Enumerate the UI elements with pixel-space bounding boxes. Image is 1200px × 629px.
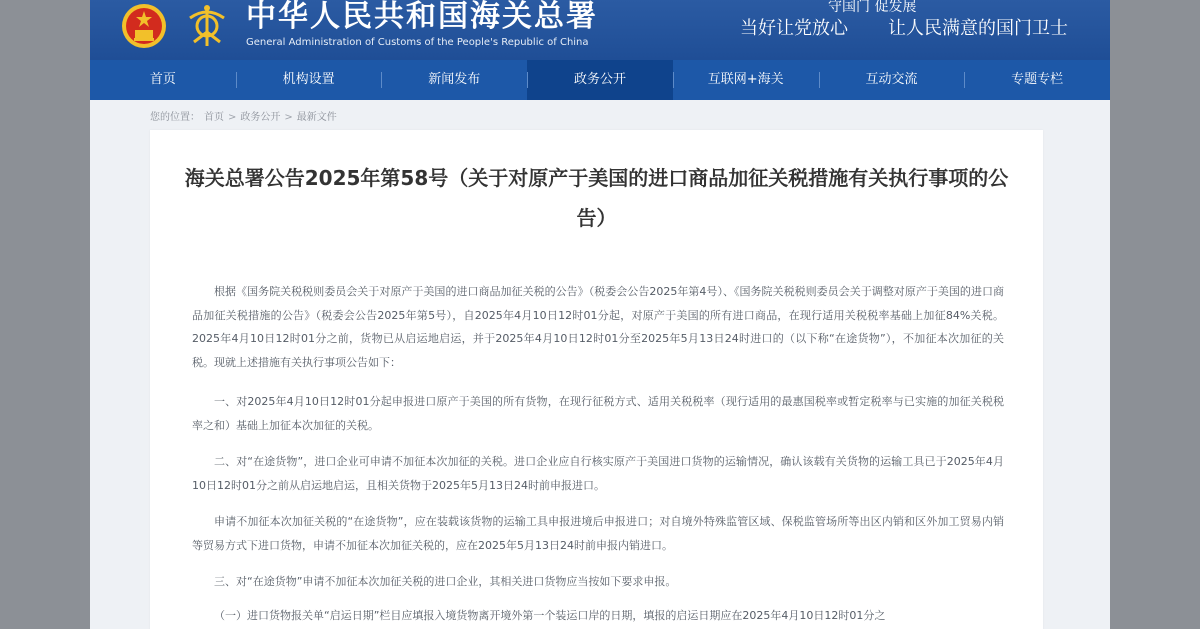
site-title: 中华人民共和国海关总署 bbox=[246, 0, 598, 34]
breadcrumb-link-home[interactable]: 首页 bbox=[204, 112, 224, 123]
breadcrumb bbox=[150, 108, 341, 123]
national-emblem-icon bbox=[120, 2, 168, 50]
customs-logo-icon bbox=[182, 2, 232, 50]
article-paragraph: 三、对“在途货物”申请不加征本次加征关税的进口企业，其相关进口货物应当按如下要求申报。 bbox=[214, 575, 677, 588]
nav-item-internet-customs[interactable]: 互联网+海关 bbox=[673, 60, 819, 100]
main-nav bbox=[90, 60, 1110, 100]
motto-left: 当好让党放心 bbox=[740, 18, 848, 39]
nav-item-topics[interactable]: 专题专栏 bbox=[964, 60, 1110, 100]
article-title: 海关总署公告2025年第58号（关于对原产于美国的进口商品加征关税措施有关执行事项的公告） bbox=[184, 166, 1009, 230]
browser-page bbox=[90, 0, 1110, 629]
article-paragraph: 一、对2025年4月10日12时01分起申报进口原产于美国的所有货物，在现行征税方式、适用关税税率（现行适用的最惠国税率或暂定税率与已实施的加征关税税率之和）基础上加征本次加征的关税。 bbox=[192, 395, 1004, 432]
nav-item-news[interactable]: 新闻发布 bbox=[381, 60, 527, 100]
breadcrumb-prefix: 您的位置： bbox=[150, 112, 200, 123]
article-paragraph: 根据《国务院关税税则委员会关于对原产于美国的进口商品加征关税的公告》（税委会公告2025年第4号）、《国务院关税税则委员会关于调整对原产于美国的进口商品加征关税措施的公告》（税委会公告2025年第5号），自2025年4月10日12时01分起，对原产于美国的所有进口商品，在现行适用关税税率基础上加征84%关税。2025年4月10日12时01分之前，货物已从启运地启运，并于2025年4月10日12时01分至2025年5月13日24时进口的（以下称“在途货物”），不加征本次加征的关税。现就上述措施有关执行事项公告如下： bbox=[192, 285, 1004, 369]
article-paragraph: （一）进口货物报关单“启运日期”栏目应填报入境货物离开境外第一个装运口岸的日期，填报的启运日期应在2025年4月10日12时01分之 bbox=[214, 609, 886, 622]
nav-item-organization[interactable]: 机构设置 bbox=[236, 60, 382, 100]
article-paragraph: 二、对“在途货物”，进口企业可申请不加征本次加征的关税。进口企业应自行核实原产于美国进口货物的运输情况，确认该载有关货物的运输工具已于2025年4月10日12时01分之前从启运地启运，且相关货物于2025年5月13日24时前申报进口。 bbox=[192, 455, 1004, 492]
breadcrumb-separator: > bbox=[284, 112, 293, 123]
breadcrumb-link-affairs[interactable]: 政务公开 bbox=[240, 112, 281, 123]
article-paragraph: 申请不加征本次加征关税的“在途货物”，应在装载该货物的运输工具申报进境后申报进口；对自境外特殊监管区域、保税监管场所等出区内销和区外加工贸易内销等贸易方式下进口货物，申请不加征本次加征关税的，应在2025年5月13日24时前申报内销进口。 bbox=[192, 515, 1004, 552]
nav-item-government-affairs[interactable]: 政务公开 bbox=[527, 60, 673, 100]
breadcrumb-link-latest[interactable]: 最新文件 bbox=[296, 112, 337, 123]
breadcrumb-separator: > bbox=[228, 112, 237, 123]
article-panel bbox=[150, 130, 1043, 629]
nav-item-home[interactable]: 首页 bbox=[149, 72, 176, 87]
nav-item-interaction[interactable]: 互动交流 bbox=[819, 60, 965, 100]
site-subtitle: General Administration of Customs of the People's Republic of China bbox=[246, 37, 589, 48]
motto-top: 守国门 促发展 bbox=[828, 0, 917, 15]
motto-right: 让人民满意的国门卫士 bbox=[888, 18, 1068, 39]
site-header bbox=[90, 0, 1110, 60]
